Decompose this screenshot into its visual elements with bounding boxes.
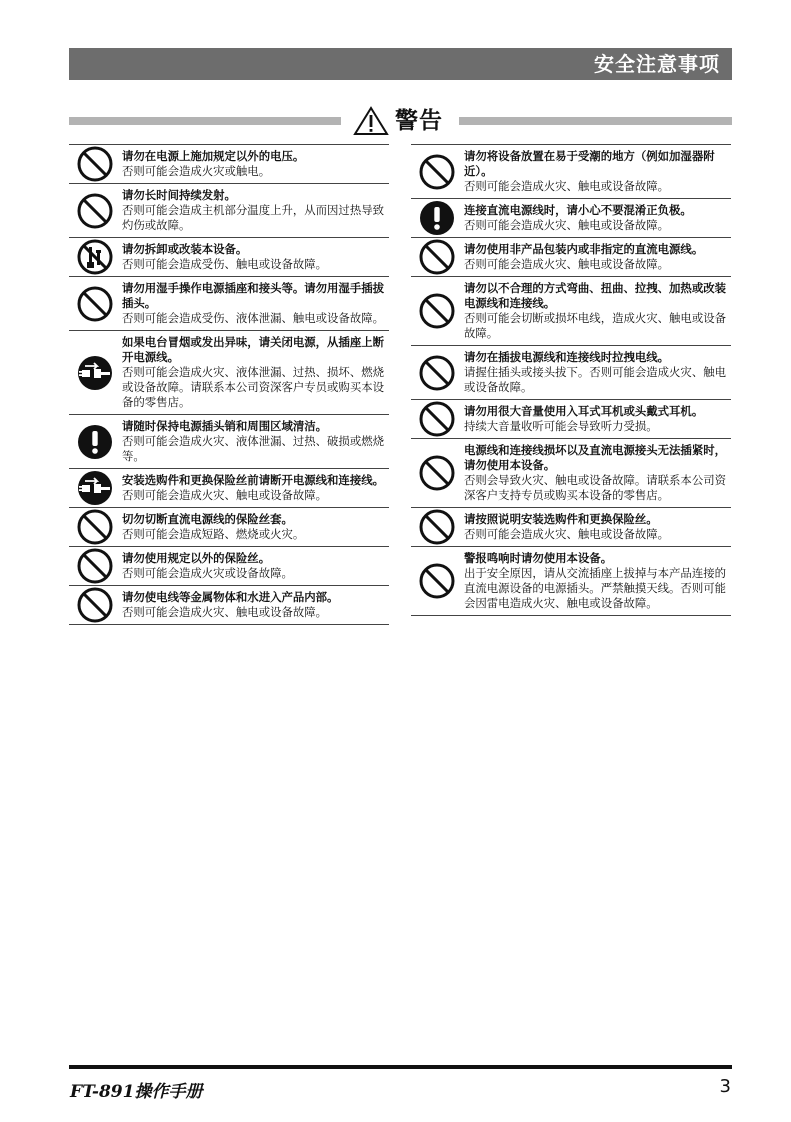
page-number: 3: [719, 1076, 731, 1097]
prohibition-icon: [418, 454, 456, 492]
warning-item: [411, 276, 731, 345]
prohibition-icon: [418, 562, 456, 600]
prohibition-icon: [418, 238, 456, 276]
warning-item: [69, 546, 389, 585]
warning-item-body: 否则可能会造成火灾、触电或设备故障。: [464, 257, 670, 271]
warning-item-body: 否则可能会造成火灾、触电或设备故障。: [464, 218, 670, 232]
warning-item-title: 请勿使电线等金属物体和水进入产品内部。: [122, 590, 339, 604]
warning-item-body: 否则可能会造成火灾、触电或设备故障。: [122, 605, 328, 619]
warning-item-body: 出于安全原因，请从交流插座上拔掉与本产品连接的直流电源设备的电源插头。严禁触摸天线。否则可能会因雷电造成火灾、触电或设备故障。: [464, 566, 726, 610]
warning-item-title: 请按照说明安装选购件和更换保险丝。: [464, 512, 658, 526]
left-column: [69, 144, 389, 625]
warning-item-title: 安装选购件和更换保险丝前请断开电源线和连接线。: [122, 473, 384, 487]
prohibition-icon: [418, 508, 456, 546]
mandatory-icon: [76, 423, 114, 461]
warning-item: [69, 276, 389, 330]
warning-item-body: 否则可能会造成火灾、液体泄漏、过热、损坏、燃烧或设备故障。请联系本公司资深客户专员或购买本设备的零售店。: [122, 365, 384, 409]
warning-item-title: 请勿拆卸或改装本设备。: [122, 242, 248, 256]
unplug-icon: [76, 354, 114, 392]
manual-title: FT-891操作手册: [70, 1082, 203, 1102]
warning-item-body: 否则可能会造成火灾或设备故障。: [122, 566, 293, 580]
warning-item: [411, 237, 731, 276]
right-column: [411, 144, 731, 616]
prohibition-icon: [418, 354, 456, 392]
warning-item-title: 如果电台冒烟或发出异味，请关闭电源，从插座上断开电源线。: [122, 335, 384, 364]
warning-item-body: 持续大音量收听可能会导致听力受损。: [464, 419, 658, 433]
prohibition-icon: [418, 153, 456, 191]
warning-heading: [353, 104, 453, 138]
warning-item-title: 请勿在插拔电源线和连接线时拉拽电线。: [464, 350, 670, 364]
warning-item: [69, 330, 389, 414]
warning-rule-left: [69, 117, 341, 125]
warning-item-title: 请勿在电源上施加规定以外的电压。: [122, 149, 305, 163]
prohibition-icon: [418, 400, 456, 438]
warning-banner: [69, 104, 732, 138]
warning-item: [411, 546, 731, 616]
header-bar: [69, 48, 732, 80]
warning-item: [69, 183, 389, 237]
warning-item-body: 否则可能会造成火灾、触电或设备故障。: [122, 488, 328, 502]
warning-item-body: 否则可能会造成受伤、液体泄漏、触电或设备故障。: [122, 311, 384, 325]
warning-item: [69, 414, 389, 468]
warning-item-body: 否则可能会造成火灾、触电或设备故障。: [464, 527, 670, 541]
warning-item-body: 否则可能会造成主机部分温度上升，从而因过热导致灼伤或故障。: [122, 203, 384, 232]
no-disassembly-icon: [76, 238, 114, 276]
warning-rule-right: [459, 117, 732, 125]
prohibition-icon: [76, 285, 114, 323]
warning-item-title: 请勿将设备放置在易于受潮的地方（例如加湿器附近）。: [464, 149, 715, 178]
warning-item-body: 否则可能会造成火灾、液体泄漏、过热、破损或燃烧等。: [122, 434, 384, 463]
warning-item: [411, 438, 731, 507]
page-title: 安全注意事项: [594, 52, 720, 76]
warning-item-body: 请握住插头或接头拔下。否则可能会造成火灾、触电或设备故障。: [464, 365, 726, 394]
mandatory-icon: [418, 199, 456, 237]
warning-item-title: 请随时保持电源插头销和周围区域清洁。: [122, 419, 328, 433]
warning-item-title: 请勿使用非产品包装内或非指定的直流电源线。: [464, 242, 704, 256]
warning-item-title: 请勿使用规定以外的保险丝。: [122, 551, 271, 565]
warning-item: [69, 237, 389, 276]
warning-item-body: 否则可能会切断或损坏电线，造成火灾、触电或设备故障。: [464, 311, 726, 340]
prohibition-icon: [76, 586, 114, 624]
warning-item: [411, 507, 731, 546]
warning-item-body: 否则可能会造成受伤、触电或设备故障。: [122, 257, 328, 271]
warning-item-body: 否则可能会造成短路、燃烧或火灾。: [122, 527, 305, 541]
warning-item: [69, 507, 389, 546]
prohibition-icon: [76, 192, 114, 230]
warning-item: [411, 399, 731, 438]
prohibition-icon: [76, 508, 114, 546]
warning-item: [69, 585, 389, 625]
warning-item-title: 连接直流电源线时，请小心不要混淆正负极。: [464, 203, 692, 217]
unplug-icon: [76, 469, 114, 507]
prohibition-icon: [76, 547, 114, 585]
warning-item: [69, 468, 389, 507]
warning-item-title: 切勿切断直流电源线的保险丝套。: [122, 512, 293, 526]
prohibition-icon: [76, 145, 114, 183]
warning-item: [411, 198, 731, 237]
warning-item: [69, 144, 389, 183]
warning-triangle-icon: [353, 106, 389, 136]
warning-item-title: 请勿以不合理的方式弯曲、扭曲、拉拽、加热或改装电源线和连接线。: [464, 281, 726, 310]
warning-item-body: 否则可能会造成火灾或触电。: [122, 164, 271, 178]
warning-item-body: 否则可能会造成火灾、触电或设备故障。: [464, 179, 670, 193]
footer-rule: [69, 1065, 732, 1069]
warning-item-title: 请勿用湿手操作电源插座和接头等。请勿用湿手插拔插头。: [122, 281, 384, 310]
warning-item-title: 警报鸣响时请勿使用本设备。: [464, 551, 613, 565]
warning-item: [411, 345, 731, 399]
warning-item: [411, 144, 731, 198]
warning-item-body: 否则会导致火灾、触电或设备故障。请联系本公司资深客户支持专员或购买本设备的零售店。: [464, 473, 726, 502]
warning-item-title: 电源线和连接线损坏以及直流电源接头无法插紧时，请勿使用本设备。: [464, 443, 726, 472]
warning-label: 警告: [395, 107, 443, 134]
prohibition-icon: [418, 292, 456, 330]
warning-item-title: 请勿用很大音量使用入耳式耳机或头戴式耳机。: [464, 404, 704, 418]
warning-item-title: 请勿长时间持续发射。: [122, 188, 236, 202]
